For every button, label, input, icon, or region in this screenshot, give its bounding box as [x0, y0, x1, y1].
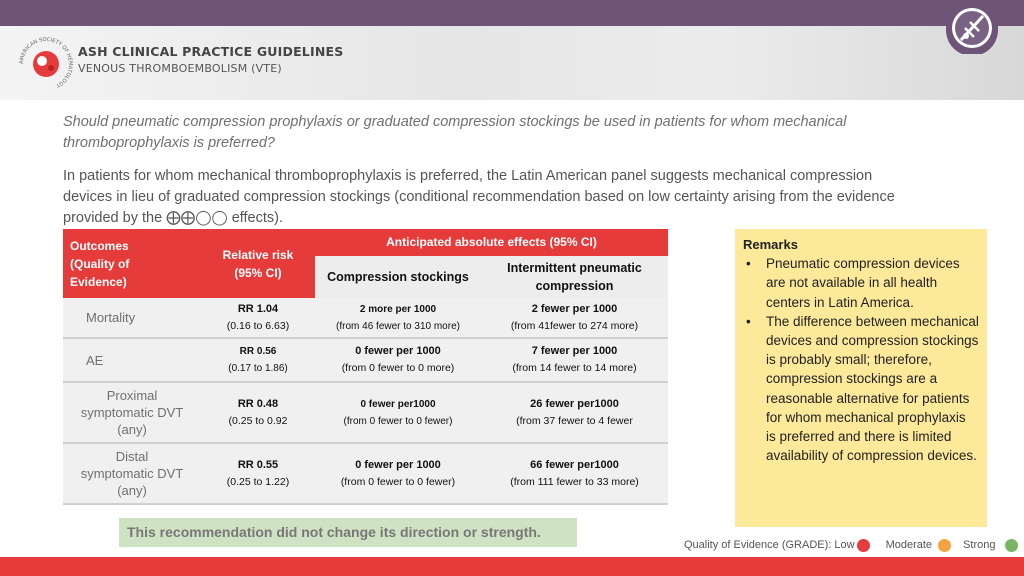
outcome-cell: [63, 382, 201, 443]
rr-value: RR 0.56: [239, 346, 277, 357]
relative-risk-cell: [201, 298, 315, 338]
table-row-ae: [63, 338, 668, 382]
pneumatic-effect: 2 fewer per 1000: [531, 302, 618, 315]
rr-ci: (0.25 to 1.22): [226, 475, 290, 488]
relative-risk-cell: [201, 443, 315, 504]
relative-risk-header-line-1: Relative risk: [222, 247, 294, 262]
pneumatic-effect-cell: [481, 298, 668, 338]
rr-value: RR 1.04: [237, 302, 279, 315]
pneumatic-effect: 66 fewer per1000: [530, 458, 619, 471]
pneumatic-compression-header: [481, 256, 668, 298]
stockings-effect: 2 more per 1000: [359, 303, 437, 315]
outcomes-header-line-3: Evidence): [70, 274, 127, 289]
pneumatic-effect-cell: [481, 382, 668, 443]
remarks-title: Remarks: [743, 237, 798, 252]
anticipated-effects-header: Anticipated absolute effects (95% CI): [315, 229, 668, 256]
unchanged-recommendation-banner: This recommendation did not change its direction or strength.: [119, 518, 577, 547]
outcome-line: Distal: [115, 449, 149, 464]
stockings-effect-cell: [315, 382, 481, 443]
remarks-list: [743, 254, 979, 465]
rr-value: RR 0.55: [237, 458, 279, 471]
stockings-effect: 0 fewer per 1000: [355, 345, 441, 357]
pneumatic-range: (from 37 fewer to 4 fewer: [516, 414, 633, 427]
bottom-bar: [0, 557, 1024, 576]
ash-logo: [16, 34, 76, 94]
outcome-line: AE: [86, 352, 104, 368]
outcomes-header-line-1: Outcomes: [70, 238, 129, 253]
relative-risk-header-line-2: (95% CI): [234, 265, 282, 280]
outcome-line: Mortality: [86, 310, 136, 325]
rr-ci: (0.17 to 1.86): [228, 363, 288, 374]
recommendation-text: [63, 166, 973, 229]
stockings-effect: 0 fewer per1000: [360, 398, 436, 410]
pneumatic-header-line-2: compression: [535, 279, 614, 293]
moderate-quality-dot-icon: [938, 539, 951, 552]
certainty-symbols: ⨁⨁◯◯: [166, 210, 228, 226]
rr-value: RR 0.48: [237, 397, 279, 410]
remark-item: • Pneumatic compression devices are not available in all health centers in Latin America.: [743, 254, 979, 312]
pneumatic-range: (from 111 fewer to 33 more): [510, 475, 639, 488]
legend-label: Quality of Evidence (GRADE): Low: [684, 539, 855, 551]
pneumatic-effect: 7 fewer per 1000: [531, 345, 618, 357]
outcome-cell: [63, 298, 201, 338]
rr-ci: (0.25 to 0.92: [228, 414, 288, 427]
outcome-line: symptomatic DVT: [80, 405, 184, 420]
remark-item: • The difference between mechanical devices and compression stockings is probably small; therefore, compression stockings are a reasonable alternative for patients for whom mechanical prophylaxis is preferred and there is limited availability of compression devices.: [743, 312, 979, 466]
brand-subtitle: VENOUS THROMBOEMBOLISM (VTE): [78, 62, 282, 75]
recommendation-line-3: [63, 208, 973, 229]
svg-text:AMERICAN SOCIETY OF HEMATOLOGY: AMERICAN SOCIETY OF HEMATOLOGY: [18, 36, 74, 89]
outcome-cell: [63, 443, 201, 504]
pneumatic-range: (from 14 fewer to 14 more): [512, 362, 637, 374]
outcome-line: (any): [117, 422, 147, 437]
recommendation-line-3-prefix: provided by the: [63, 210, 163, 226]
stockings-effect-cell: [315, 338, 481, 382]
outcome-line: symptomatic DVT: [80, 466, 184, 481]
low-quality-dot-icon: [857, 539, 870, 552]
outcomes-header-line-2: (Quality of: [70, 256, 130, 271]
clinical-question: Should pneumatic compression prophylaxis or graduated compression stockings be used in patients for whom mechanical thromboprophylaxis is preferred?: [63, 114, 847, 151]
outcome-line: (any): [117, 483, 147, 498]
pneumatic-range: (from 41fewer to 274 more): [510, 319, 639, 332]
remarks-box: [735, 229, 987, 527]
guideline-corner-icon: [946, 6, 998, 54]
pneumatic-effect-cell: [481, 338, 668, 382]
rr-ci: (0.16 to 6.63): [226, 319, 290, 332]
table-row-distal-dvt: [63, 443, 668, 504]
outcome-cell: [63, 338, 201, 382]
outcome-line: Proximal: [106, 388, 158, 403]
legend-moderate: Moderate: [885, 539, 933, 551]
recommendation-line-3-suffix: effects).: [231, 210, 283, 226]
top-bar: [0, 0, 1024, 26]
stockings-effect-cell: [315, 443, 481, 504]
relative-risk-header: [201, 229, 315, 298]
pneumatic-effect: 26 fewer per1000: [530, 397, 619, 410]
pneumatic-header-line-1: Intermittent pneumatic: [507, 261, 642, 275]
table-row-proximal-dvt: [63, 382, 668, 443]
stockings-range: (from 0 fewer to 0 more): [341, 362, 455, 374]
recommendation-line-1: In patients for whom mechanical thromboprophylaxis is preferred, the Latin American panel suggests mechanical compression: [63, 168, 873, 184]
grade-legend: [684, 537, 1018, 553]
stockings-effect-cell: [315, 298, 481, 338]
stockings-range: (from 0 fewer to 0 fewer): [340, 475, 456, 488]
recommendation-line-2: devices in lieu of graduated compression stockings (conditional recommendation based on low certainty arising from the evidence: [63, 189, 895, 205]
pneumatic-effect-cell: [481, 443, 668, 504]
outcomes-header: [63, 229, 201, 298]
stockings-effect: 0 fewer per 1000: [355, 458, 441, 471]
stockings-range: (from 0 fewer to 0 fewer): [343, 415, 453, 427]
legend-strong: Strong: [963, 539, 996, 551]
strong-quality-dot-icon: [1005, 539, 1018, 552]
compression-stockings-header: Compression stockings: [315, 256, 481, 298]
stockings-range: (from 46 fewer to 310 more): [336, 320, 460, 332]
evidence-table: [63, 229, 668, 505]
relative-risk-cell: [201, 338, 315, 382]
relative-risk-cell: [201, 382, 315, 443]
table-row-mortality: [63, 298, 668, 338]
brand-title: ASH CLINICAL PRACTICE GUIDELINES: [78, 44, 344, 59]
